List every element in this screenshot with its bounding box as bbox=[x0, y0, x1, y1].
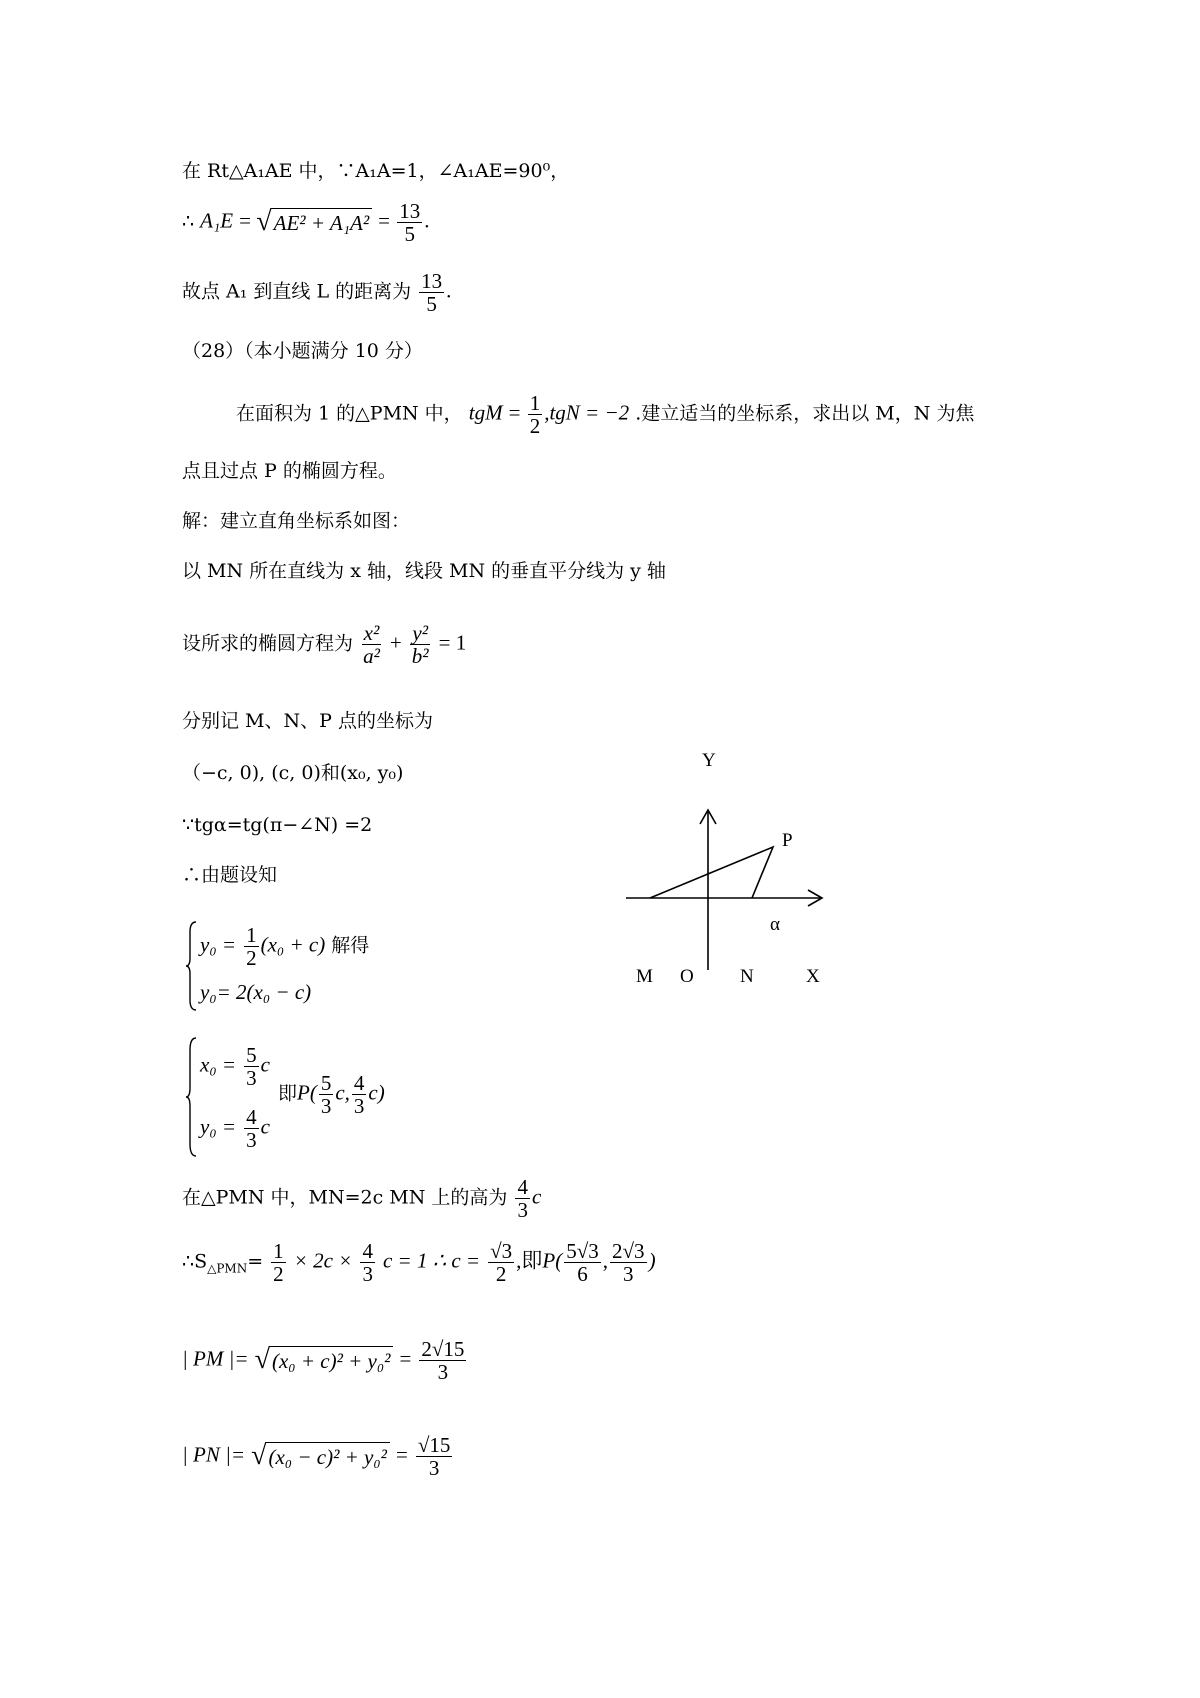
line-3: 故点 A₁ 到直线 L 的距离为 $\frac{13}{5}$ . bbox=[182, 269, 452, 317]
solution-intro: 解：建立直角坐标系如图： bbox=[182, 510, 411, 532]
area-equation: $\therefore S_{\triangle PMN}=$ $\frac{1}{2}$ × 2c × $\frac{4}{3}$ c = 1 ∴ c = $\frac{√3}{2}$ ,即P( $\frac{5√3}{6}$ , $\frac{2√3}{3}$ ) bbox=[182, 1239, 656, 1287]
brace-system-1 bbox=[184, 920, 200, 1012]
triangle-pmn bbox=[650, 847, 773, 898]
label-y: Y bbox=[702, 750, 716, 771]
label-x: X bbox=[806, 966, 820, 987]
label-n: N bbox=[740, 966, 754, 987]
fraction-distance: $\frac{13}{5}$ bbox=[421, 269, 443, 317]
pn-length: | PN |= √ (x₀ − c)² + y₀² = $\frac{√15}{3}$ bbox=[182, 1433, 451, 1481]
ellipse-equation: 设所求的椭圆方程为 $\frac{\text{x²}}{\text{a²}}$ + $\frac{\text{y²}}{\text{b²}}$ = 1 bbox=[182, 621, 467, 669]
coordinates: （−c, 0), (c, 0)和(x₀, y₀) bbox=[182, 762, 404, 784]
line-2-equation: ∴ A₁E = √ AE² + A₁A² = $\frac{13}{5}$ . bbox=[182, 199, 430, 247]
label-p: P bbox=[782, 830, 793, 851]
system-2-row-1: x₀ = $\frac{5}{3}$ c bbox=[200, 1043, 270, 1091]
system-2-point-p: 即P( $\frac{5}{3}$ c, $\frac{4}{3}$ c) bbox=[278, 1071, 385, 1119]
fraction-13-5: $\frac{13}{5}$ bbox=[399, 199, 421, 247]
problem-statement-1: 在面积为 1 的△PMN 中， tgM = $\frac{1}{2}$ ,tgN = −2 .建立适当的坐标系，求出以 M，N 为焦 bbox=[236, 391, 975, 439]
coordinate-intro: 分别记 M、N、P 点的坐标为 bbox=[182, 710, 433, 732]
system-1-row-1: y₀ = $\frac{1}{2}$ (x₀ + c) 解得 bbox=[200, 923, 370, 971]
triangle-height: 在△PMN 中，MN=2c MN 上的高为 $\frac{4}{3}$ c bbox=[182, 1175, 542, 1223]
system-2-row-2: y₀ = $\frac{4}{3}$ c bbox=[200, 1105, 270, 1153]
label-alpha: α bbox=[770, 914, 780, 935]
problem-heading: （28）（本小题满分 10 分） bbox=[182, 340, 423, 362]
line-1: 在 Rt△A₁AE 中，∵A₁A=1，∠A₁AE=90⁰， bbox=[182, 160, 570, 182]
therefore-symbol: ∴ bbox=[182, 210, 195, 233]
a1e-term: A₁E bbox=[200, 208, 234, 233]
brace-system-2 bbox=[184, 1036, 200, 1158]
problem-statement-2: 点且过点 P 的椭圆方程。 bbox=[182, 460, 397, 482]
axis-setup: 以 MN 所在直线为 x 轴，线段 MN 的垂直平分线为 y 轴 bbox=[182, 560, 666, 582]
fraction-x2-a2: $\frac{\text{x²}}{\text{a²}}$ bbox=[363, 621, 380, 669]
label-m: M bbox=[636, 966, 653, 987]
sqrt-expression: √ AE² + A₁A² bbox=[256, 208, 372, 236]
system-1-row-2: y₀= 2(x₀ − c) bbox=[200, 980, 312, 1004]
tangent-alpha: ∵tgα=tg(π−∠N) =2 bbox=[182, 814, 373, 836]
label-o: O bbox=[680, 966, 694, 987]
coordinate-figure bbox=[620, 800, 830, 980]
given-conditions: ∴由题设知 bbox=[182, 864, 278, 886]
fraction-half: $\frac{1}{2}$ bbox=[529, 391, 541, 439]
fraction-y2-b2: $\frac{\text{y²}}{\text{b²}}$ bbox=[411, 621, 429, 669]
pm-length: | PM |= √ (x₀ + c)² + y₀² = $\frac{2√15}{3}$ bbox=[182, 1337, 465, 1385]
